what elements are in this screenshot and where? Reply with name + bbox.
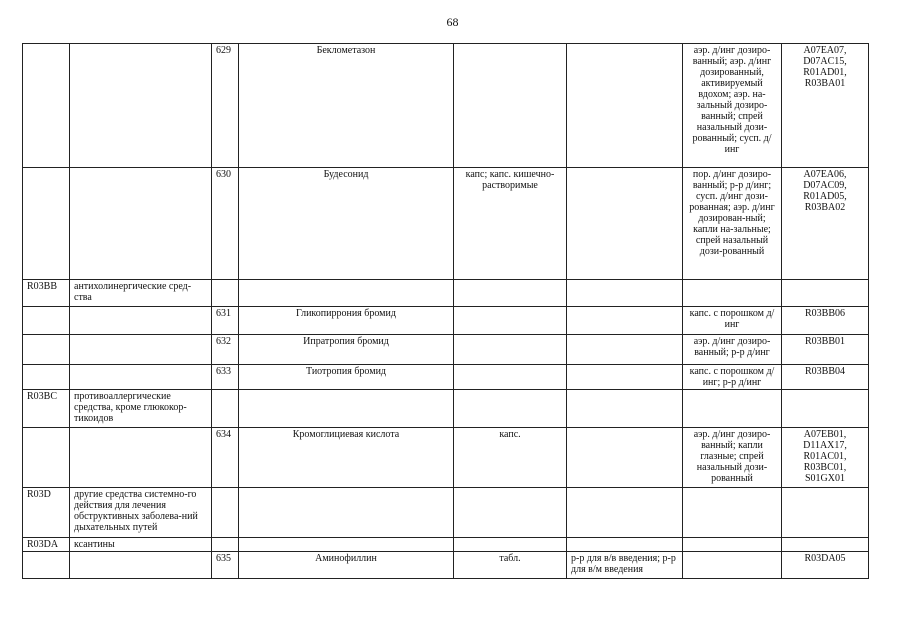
inhaled-form: аэр. д/инг дозиро-ванный; аэр. д/инг дозированный, активируемый вдохом; аэр. на-зальный дозиро-ванный; спрей назальный дози-рованный; сусп. д/инг bbox=[683, 44, 782, 168]
drug-table bbox=[22, 43, 869, 579]
injection-form bbox=[567, 488, 683, 538]
row-number: 631 bbox=[212, 307, 239, 335]
row-group-name bbox=[70, 335, 212, 365]
row-number: 634 bbox=[212, 428, 239, 488]
row-number: 630 bbox=[212, 168, 239, 280]
inhaled-form bbox=[683, 552, 782, 579]
injection-form bbox=[567, 307, 683, 335]
injection-form bbox=[567, 538, 683, 552]
row-group-name: антихолинергические сред-ства bbox=[70, 280, 212, 307]
row-group-name: другие средства системно-го действия для лечения обструктивных заболева-ний дыхательных путей bbox=[70, 488, 212, 538]
table-row bbox=[23, 552, 869, 579]
atc-code bbox=[782, 488, 869, 538]
inhaled-form: капс. с порошком д/инг; р-р д/инг bbox=[683, 365, 782, 390]
row-number: 629 bbox=[212, 44, 239, 168]
injection-form bbox=[567, 168, 683, 280]
row-code: R03BB bbox=[23, 280, 70, 307]
dosage-form bbox=[454, 365, 567, 390]
row-code bbox=[23, 552, 70, 579]
row-group-name bbox=[70, 307, 212, 335]
drug-name bbox=[239, 538, 454, 552]
drug-name: Кромоглициевая кислота bbox=[239, 428, 454, 488]
table-row bbox=[23, 307, 869, 335]
injection-form bbox=[567, 428, 683, 488]
inhaled-form: пор. д/инг дозиро-ванный; р-р д/инг; сусп. д/инг дози-рованная; аэр. д/инг дозирован-ный; капли на-зальные; спрей назальный дози-рованный bbox=[683, 168, 782, 280]
drug-name bbox=[239, 390, 454, 428]
injection-form bbox=[567, 335, 683, 365]
row-group-name: ксантины bbox=[70, 538, 212, 552]
drug-name: Гликопиррония бромид bbox=[239, 307, 454, 335]
atc-code: A07EA07, D07AC15, R01AD01, R03BA01 bbox=[782, 44, 869, 168]
dosage-form bbox=[454, 390, 567, 428]
dosage-form bbox=[454, 280, 567, 307]
dosage-form bbox=[454, 538, 567, 552]
drug-table-body bbox=[23, 44, 869, 579]
drug-name: Ипратропия бромид bbox=[239, 335, 454, 365]
drug-name: Тиотропия бромид bbox=[239, 365, 454, 390]
atc-code: R03BB01 bbox=[782, 335, 869, 365]
dosage-form: капс; капс. кишечно-растворимые bbox=[454, 168, 567, 280]
atc-code: R03DA05 bbox=[782, 552, 869, 579]
injection-form bbox=[567, 44, 683, 168]
drug-name: Аминофиллин bbox=[239, 552, 454, 579]
page-number: 68 bbox=[446, 15, 459, 29]
table-row bbox=[23, 335, 869, 365]
inhaled-form: аэр. д/инг дозиро-ванный; капли глазные; спрей назальный дози-рованный bbox=[683, 428, 782, 488]
row-code bbox=[23, 335, 70, 365]
row-number bbox=[212, 488, 239, 538]
dosage-form bbox=[454, 307, 567, 335]
inhaled-form bbox=[683, 390, 782, 428]
inhaled-form bbox=[683, 488, 782, 538]
table-row bbox=[23, 390, 869, 428]
row-number: 632 bbox=[212, 335, 239, 365]
table-row bbox=[23, 280, 869, 307]
atc-code: R03BB06 bbox=[782, 307, 869, 335]
injection-form bbox=[567, 390, 683, 428]
table-row bbox=[23, 428, 869, 488]
atc-code bbox=[782, 390, 869, 428]
row-code bbox=[23, 307, 70, 335]
row-code bbox=[23, 428, 70, 488]
dosage-form: табл. bbox=[454, 552, 567, 579]
row-number bbox=[212, 280, 239, 307]
row-code bbox=[23, 44, 70, 168]
drug-name: Беклометазон bbox=[239, 44, 454, 168]
table-row bbox=[23, 488, 869, 538]
atc-code: A07EA06, D07AC09, R01AD05, R03BA02 bbox=[782, 168, 869, 280]
drug-name bbox=[239, 280, 454, 307]
dosage-form bbox=[454, 44, 567, 168]
injection-form: р-р для в/в введения; р-р для в/м введения bbox=[567, 552, 683, 579]
drug-name bbox=[239, 488, 454, 538]
row-code: R03D bbox=[23, 488, 70, 538]
row-code: R03DA bbox=[23, 538, 70, 552]
row-group-name bbox=[70, 365, 212, 390]
row-code: R03BC bbox=[23, 390, 70, 428]
atc-code: R03BB04 bbox=[782, 365, 869, 390]
table-row bbox=[23, 44, 869, 168]
atc-code bbox=[782, 538, 869, 552]
row-code bbox=[23, 365, 70, 390]
dosage-form bbox=[454, 335, 567, 365]
drug-name: Будесонид bbox=[239, 168, 454, 280]
row-number: 633 bbox=[212, 365, 239, 390]
injection-form bbox=[567, 365, 683, 390]
row-number bbox=[212, 390, 239, 428]
atc-code bbox=[782, 280, 869, 307]
row-number: 635 bbox=[212, 552, 239, 579]
row-code bbox=[23, 168, 70, 280]
row-group-name bbox=[70, 44, 212, 168]
inhaled-form bbox=[683, 280, 782, 307]
atc-code: A07EB01, D11AX17, R01AC01, R03BC01, S01GX01 bbox=[782, 428, 869, 488]
table-row bbox=[23, 538, 869, 552]
table-row bbox=[23, 168, 869, 280]
inhaled-form bbox=[683, 538, 782, 552]
dosage-form: капс. bbox=[454, 428, 567, 488]
injection-form bbox=[567, 280, 683, 307]
row-group-name bbox=[70, 428, 212, 488]
row-number bbox=[212, 538, 239, 552]
row-group-name bbox=[70, 552, 212, 579]
dosage-form bbox=[454, 488, 567, 538]
inhaled-form: капс. с порошком д/инг bbox=[683, 307, 782, 335]
table-row bbox=[23, 365, 869, 390]
row-group-name bbox=[70, 168, 212, 280]
row-group-name: противоаллергические средства, кроме глюкокор-тикоидов bbox=[70, 390, 212, 428]
inhaled-form: аэр. д/инг дозиро-ванный; р-р д/инг bbox=[683, 335, 782, 365]
